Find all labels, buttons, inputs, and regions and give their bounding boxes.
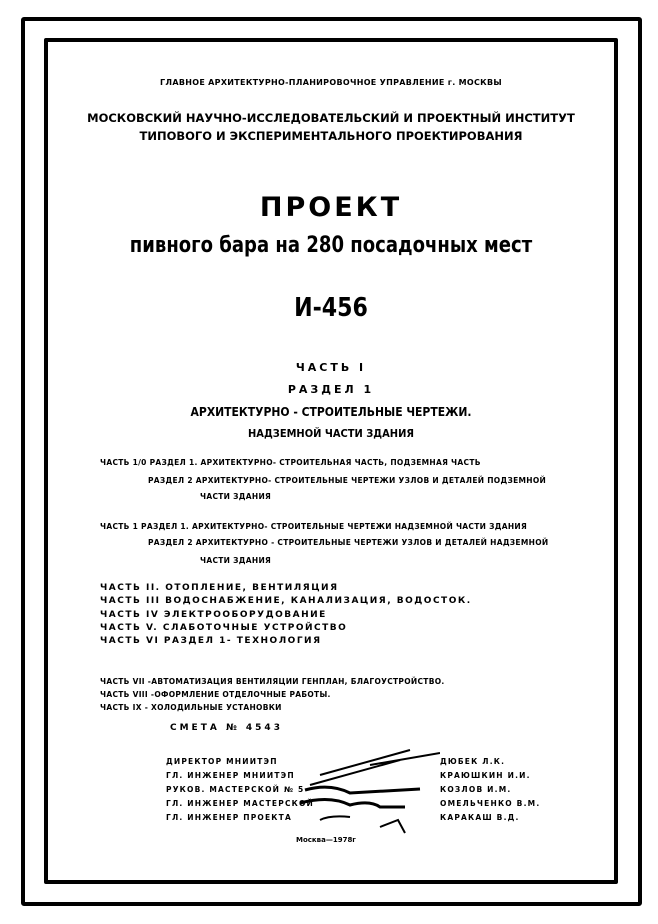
institute-line-1: МОСКОВСКИЙ НАУЧНО-ИССЛЕДОВАТЕЛЬСКИЙ И ПРОЕКТНЫЙ ИНСТИТУТ bbox=[87, 111, 575, 125]
signatory-name: КРАЮШКИН И.И. bbox=[440, 771, 531, 780]
part-label: ЧАСТЬ I bbox=[295, 361, 367, 374]
contents-item: ЧАСТЬ 1 РАЗДЕЛ 1. АРХИТЕКТУРНО- СТРОИТЕЛЬНЫЕ ЧЕРТЕЖИ НАДЗЕМНОЙ ЧАСТИ ЗДАНИЯ bbox=[100, 522, 528, 531]
section-label: РАЗДЕЛ 1 bbox=[287, 383, 375, 396]
footer-city-year: Москва—1978г bbox=[296, 836, 356, 844]
contents-item: ЧАСТЬ V. СЛАБОТОЧНЫЕ УСТРОЙСТВО bbox=[100, 623, 348, 633]
contents-item: ЧАСТЬ VII -АВТОМАТИЗАЦИЯ ВЕНТИЛЯЦИИ ГЕНПЛАН, БЛАГОУСТРОЙСТВО. bbox=[100, 677, 445, 686]
contents-item: ЧАСТЬ III ВОДОСНАБЖЕНИЕ, КАНАЛИЗАЦИЯ, ВОДОСТОК. bbox=[100, 596, 472, 606]
contents-item: РАЗДЕЛ 2 АРХИТЕКТУРНО - СТРОИТЕЛЬНЫЕ ЧЕРТЕЖИ УЗЛОВ И ДЕТАЛЕЙ НАДЗЕМНОЙ bbox=[148, 538, 549, 547]
signatory-role: ГЛ. ИНЖЕНЕР МАСТЕРСКОЙ bbox=[166, 799, 315, 808]
contents-item: РАЗДЕЛ 2 АРХИТЕКТУРНО- СТРОИТЕЛЬНЫЕ ЧЕРТЕЖИ УЗЛОВ И ДЕТАЛЕЙ ПОДЗЕМНОЙ bbox=[148, 476, 547, 485]
estimate-number: СМЕТА № 4543 bbox=[170, 723, 283, 733]
contents-item: ЧАСТЬ VIII -ОФОРМЛЕНИЕ ОТДЕЛОЧНЫЕ РАБОТЫ. bbox=[100, 690, 331, 699]
project-code: И-456 bbox=[294, 293, 368, 323]
doc-subtitle: пивного бара на 280 посадочных мест bbox=[129, 233, 533, 258]
agency-line: ГЛАВНОЕ АРХИТЕКТУРНО-ПЛАНИРОВОЧНОЕ УПРАВЛЕНИЕ г. МОСКВЫ bbox=[160, 78, 502, 87]
signatures-image bbox=[290, 745, 440, 840]
section-name-1: АРХИТЕКТУРНО - СТРОИТЕЛЬНЫЕ ЧЕРТЕЖИ. bbox=[190, 405, 472, 419]
contents-item: ЧАСТЬ II. ОТОПЛЕНИЕ, ВЕНТИЛЯЦИЯ bbox=[100, 583, 339, 593]
contents-item: ЧАСТИ ЗДАНИЯ bbox=[200, 492, 272, 501]
signatory-role: ГЛ. ИНЖЕНЕР ПРОЕКТА bbox=[166, 813, 292, 822]
signatory-name: ОМЕЛЬЧЕНКО В.М. bbox=[440, 799, 541, 808]
signatory-name: ДЮБЕК Л.К. bbox=[440, 757, 506, 766]
signatory-role: ГЛ. ИНЖЕНЕР МНИИТЭП bbox=[166, 771, 295, 780]
contents-item: ЧАСТЬ IV ЭЛЕКТРООБОРУДОВАНИЕ bbox=[100, 610, 327, 620]
signatory-name: КОЗЛОВ И.М. bbox=[440, 785, 512, 794]
signatory-role: ДИРЕКТОР МНИИТЭП bbox=[166, 757, 278, 766]
contents-item: ЧАСТИ ЗДАНИЯ bbox=[200, 556, 272, 565]
contents-item: ЧАСТЬ IX - ХОЛОДИЛЬНЫЕ УСТАНОВКИ bbox=[100, 703, 282, 712]
institute-line-2: ТИПОВОГО И ЭКСПЕРИМЕНТАЛЬНОГО ПРОЕКТИРОВАНИЯ bbox=[139, 129, 523, 143]
signatory-name: КАРАКАШ В.Д. bbox=[440, 813, 520, 822]
section-name-2: НАДЗЕМНОЙ ЧАСТИ ЗДАНИЯ bbox=[248, 427, 414, 440]
doc-heading: ПРОЕКТ bbox=[259, 192, 403, 223]
contents-item: ЧАСТЬ 1/0 РАЗДЕЛ 1. АРХИТЕКТУРНО- СТРОИТЕЛЬНАЯ ЧАСТЬ, ПОДЗЕМНАЯ ЧАСТЬ bbox=[100, 458, 481, 467]
signatory-role: РУКОВ. МАСТЕРСКОЙ № 5 bbox=[166, 785, 305, 794]
contents-item: ЧАСТЬ VI РАЗДЕЛ 1- ТЕХНОЛОГИЯ bbox=[100, 636, 322, 646]
